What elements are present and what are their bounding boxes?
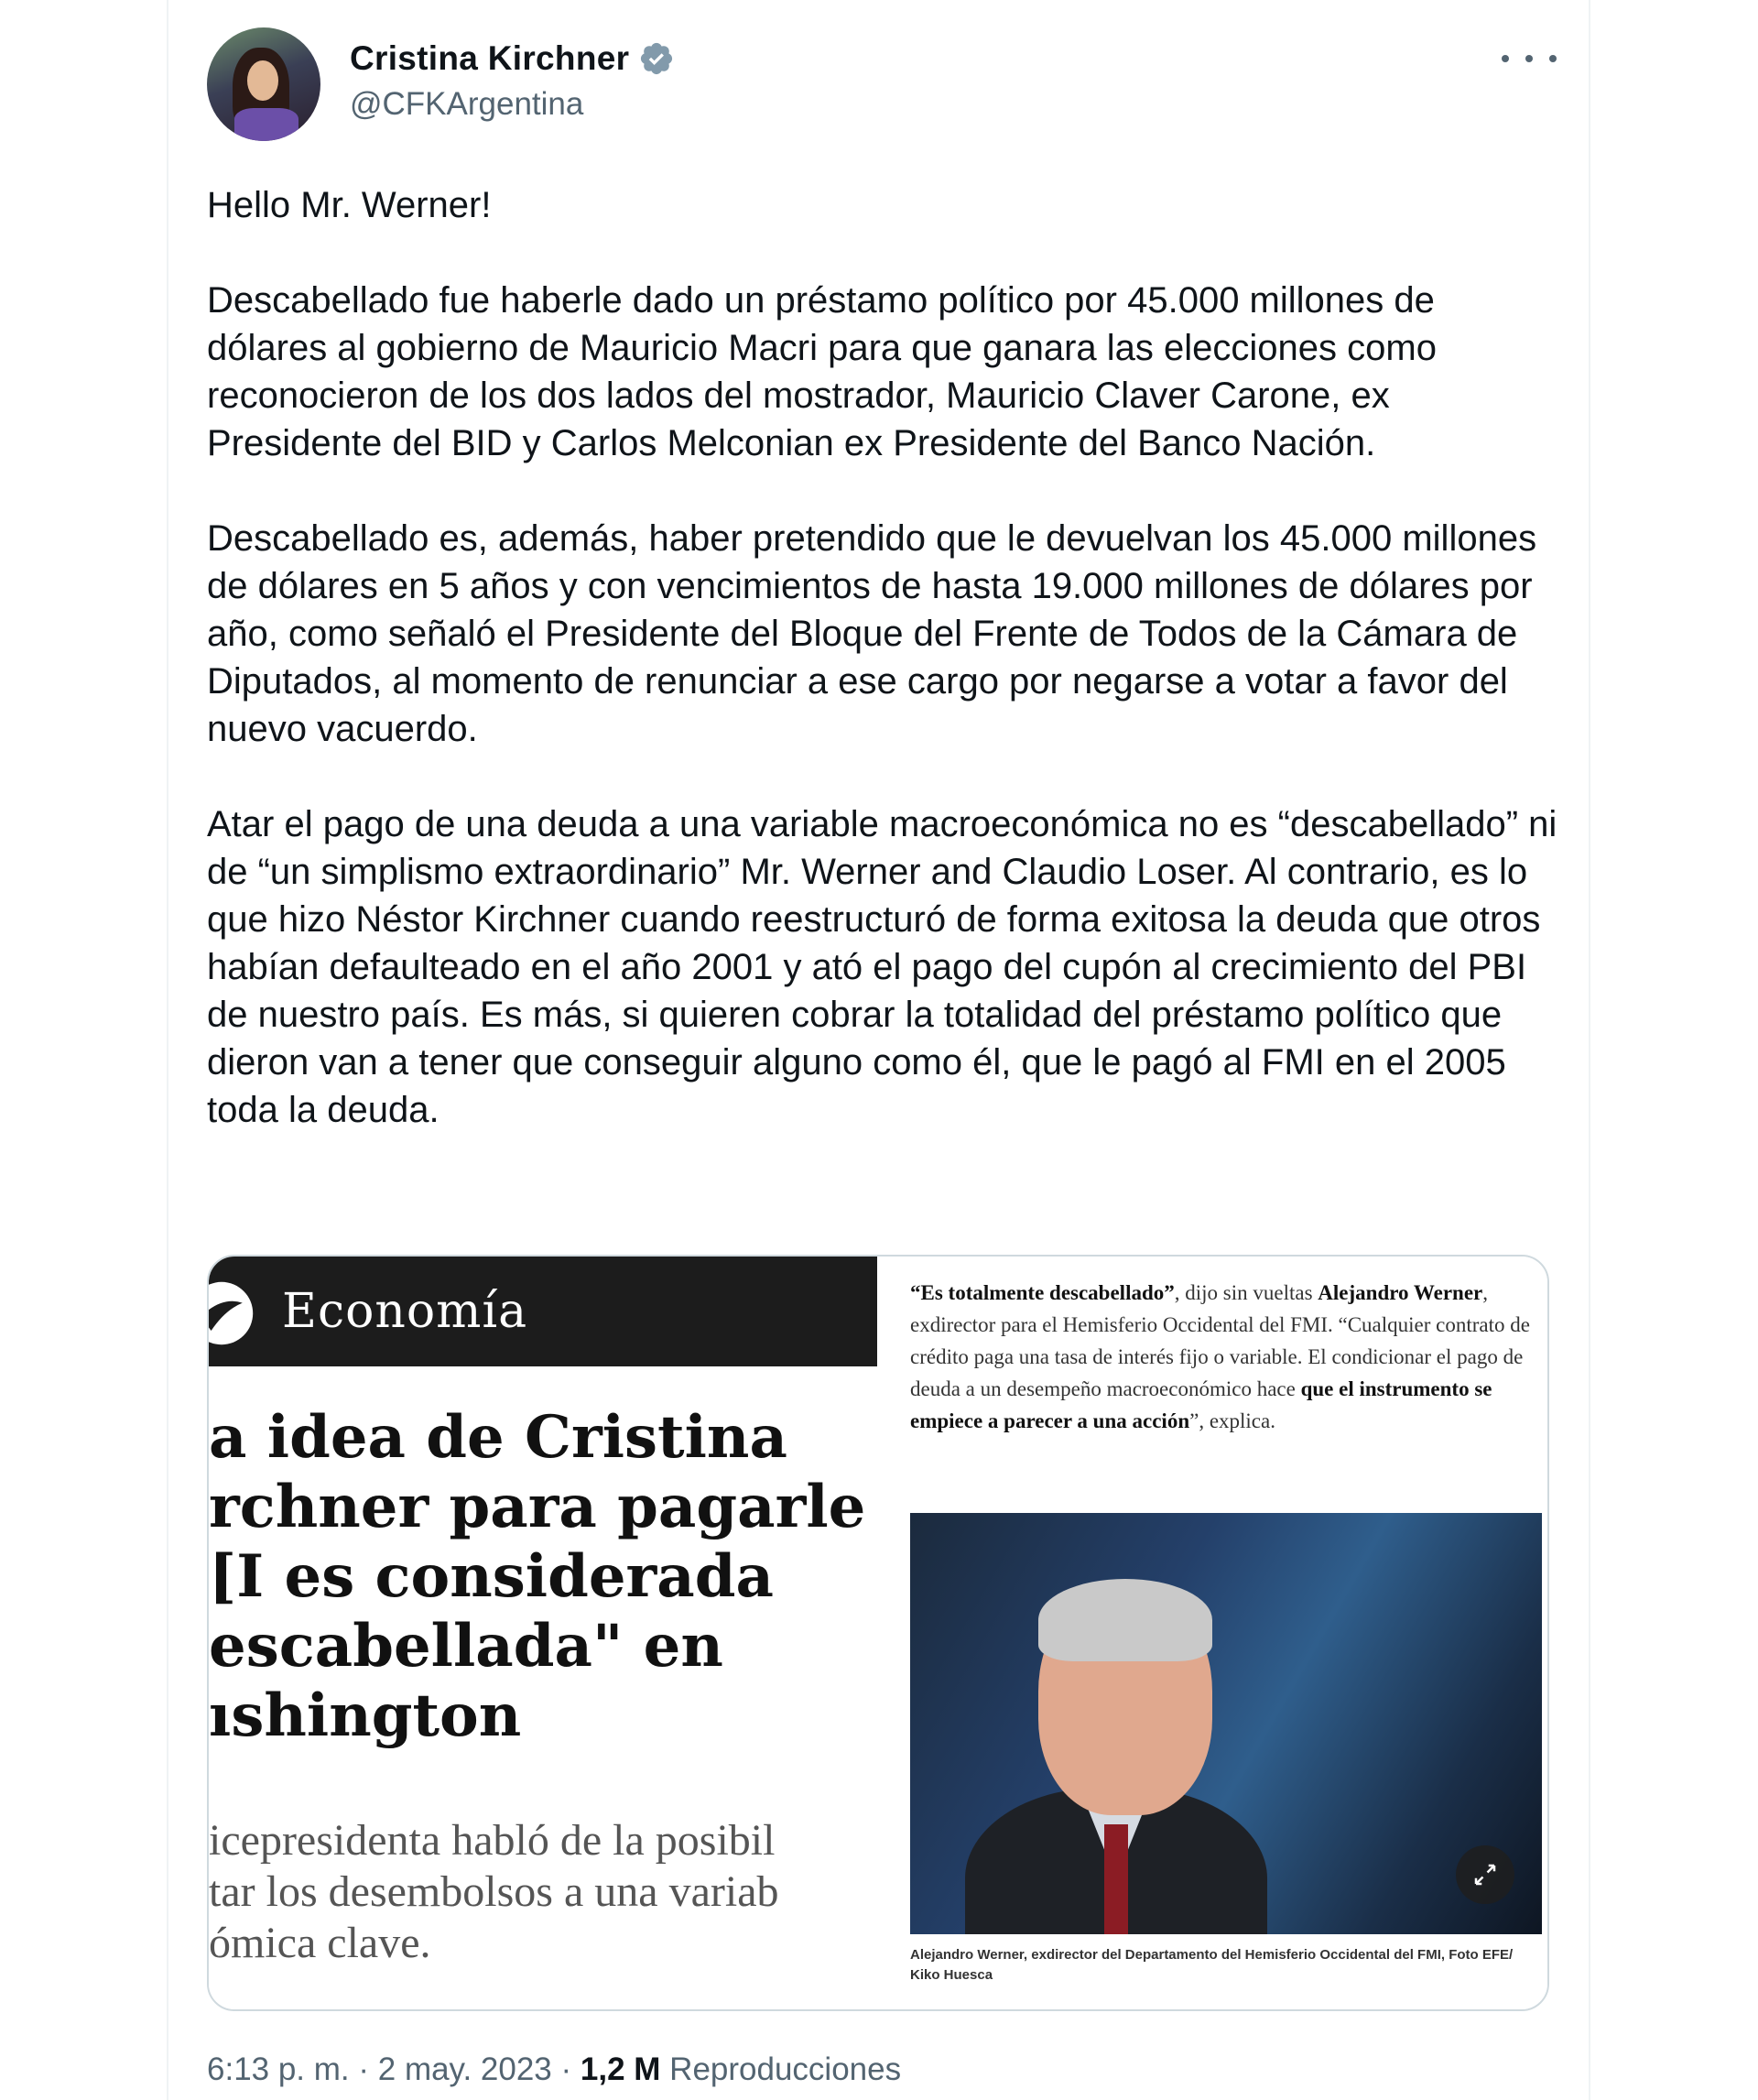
- quote-bold: “Es totalmente descabellado”: [910, 1281, 1175, 1304]
- article-headline: a idea de Cristina rchner para pagarle [I es considerada escabellada" en ıshington: [209, 1403, 866, 1750]
- quote-text: , dijo sin vueltas: [1174, 1281, 1318, 1304]
- meta-separator: ·: [551, 2051, 581, 2087]
- tweet-text: [207, 181, 1562, 1181]
- section-title: Economía: [282, 1284, 528, 1339]
- tweet-paragraph: Hello Mr. Werner!: [207, 185, 492, 225]
- article-photo: [910, 1513, 1542, 1934]
- quote-bold: Alejandro Werner: [1318, 1281, 1483, 1304]
- avatar-scarf: [234, 108, 298, 141]
- meta-separator: ·: [349, 2051, 378, 2087]
- tweet-paragraph: Descabellado fue haberle dado un préstamo político por 45.000 millones de dólares al gobierno de Mauricio Macri para que ganara las elecciones como reconocieron de los dos lados del mostrador, Mauricio Claver Carone, ex Presidente del BID y Carlos Melconian ex Presidente del Banco Nación.: [207, 280, 1437, 463]
- article-body: [877, 1257, 1549, 2011]
- author-handle[interactable]: @CFKArgentina: [350, 86, 584, 122]
- photo-caption: Alejandro Werner, exdirector del Departamento del Hemisferio Occidental del FMI, Foto EFE/ Kiko Huesca: [910, 1947, 1514, 1983]
- photo-hair: [1038, 1579, 1212, 1661]
- quote-text: , exdirector para el Hemisferio Occidental del FMI. “Cualquier contrato de crédito paga una tasa de interés fijo o variable. El condicionar el pago de deuda a un desempeño macroeconómico hace: [910, 1281, 1530, 1400]
- more-dot: [1525, 55, 1533, 62]
- article-quote: [910, 1277, 1533, 1437]
- quote-bold: que el instrumento se empiece a parecer a una acción: [910, 1377, 1492, 1432]
- expand-arrows-icon: [1471, 1861, 1499, 1888]
- avatar[interactable]: [207, 27, 320, 141]
- more-dot: [1502, 55, 1509, 62]
- more-options-icon[interactable]: [1502, 42, 1557, 75]
- photo-tie: [1104, 1824, 1128, 1934]
- expand-icon[interactable]: [1456, 1845, 1514, 1904]
- tweet-date[interactable]: 2 may. 2023: [377, 2051, 552, 2087]
- article-screenshot: [209, 1257, 877, 2011]
- author-row: [350, 37, 675, 81]
- tweet-paragraph: Atar el pago de una deuda a una variable macroeconómica no es “descabellado” ni de “un simplismo extraordinario” Mr. Werner and Claudio Loser. Al contrario, es lo que hizo Néstor Kirchner cuando reestructuró de forma exitosa la deuda que otros habían defaulteado en el año 2001 y ató el pago del cupón al crecimiento del PBI de nuestro país. Es más, si quieren cobrar la totalidad del préstamo político que dieron van a tener que conseguir alguno como él, que le pagó al FMI en el 2005 toda la deuda.: [207, 804, 1557, 1130]
- section-bar: [209, 1257, 877, 1366]
- verified-badge-icon[interactable]: [638, 40, 675, 77]
- article-deck: icepresidenta habló de la posibil tar los desembolsos a una variab ómica clave.: [209, 1816, 779, 1967]
- tweet-meta: [207, 2051, 901, 2088]
- newspaper-logo-icon: [209, 1278, 256, 1348]
- author-name[interactable]: Cristina Kirchner: [350, 39, 630, 77]
- more-dot: [1549, 55, 1557, 62]
- tweet-paragraph: Descabellado es, además, haber pretendido que le devuelvan los 45.000 millones de dólares en 5 años y con vencimientos de hasta 19.000 millones de dólares por año, como señaló el Presidente del Bloque del Frente de Todos de la Cámara de Diputados, al momento de renunciar a ese cargo por negarse a votar a favor del nuevo vacuerdo.: [207, 518, 1537, 749]
- tweet-time[interactable]: 6:13 p. m.: [207, 2051, 350, 2087]
- tweet-media-image[interactable]: [207, 1255, 1549, 2011]
- quote-text: ”, explica.: [1189, 1409, 1275, 1432]
- avatar-face: [247, 60, 278, 101]
- views-label: Reproducciones: [669, 2051, 902, 2087]
- views-count: 1,2 M: [580, 2051, 661, 2087]
